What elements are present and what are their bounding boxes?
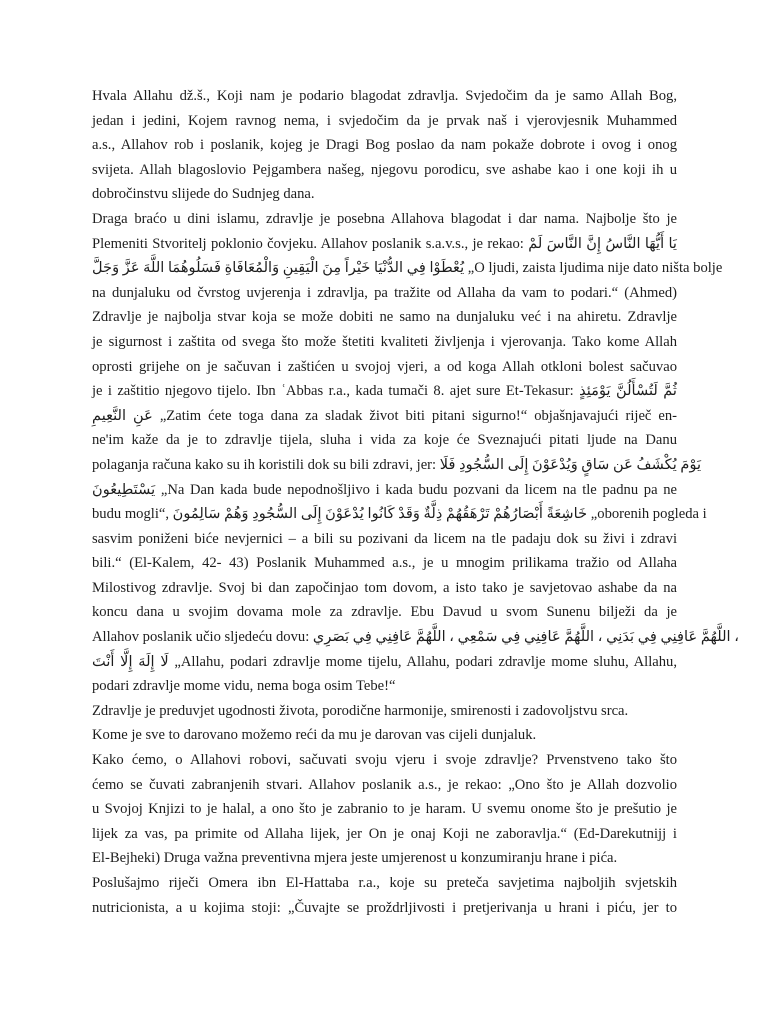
text-line: a.s., Allahov rob i poslanik, kojeg je Dragi Bog poslao da nam pokaže dobrote i ovog i onog <box>92 137 677 154</box>
text-line: ne'im kaže da je to zdravlje tijela, sluha i vida za koje će Sveznajući pitati ljude na Danu <box>92 432 677 449</box>
text-line: u Svojoj Knjizi to je halal, a ono što je zabranio to je haram. U svemu onome što je prešutio je <box>92 801 677 818</box>
text-line: Draga braćo u dini islamu, zdravlje je posebna Allahova blagodat i dar nama. Najbolje što je <box>92 210 677 227</box>
text-line: sasvim poniženi biće nevjernici – a bili su pozivani da licem na tle padaju dok su živi i zdravi <box>92 530 677 547</box>
text-line: svijeta. Allah blagoslovio Pejgambera našeg, njegovu porodicu, sve ashabe kao i one koji ih u <box>92 161 677 178</box>
text-line: عَنِ النَّعِيمِ „Zatim ćete toga dana za sladak život biti pitani sigurno!“ objašnjavajući riječ en- <box>92 407 677 424</box>
text-line: Milostivog zdravlje. Svoj bi dan započinjao tom dovom, a isto tako je savjetovao ashabe da na <box>92 579 677 596</box>
text-line: bili.“ (El-Kalem, 42- 43) Poslanik Muhammed a.s., je u mnogim prilikama tražio od Allaha <box>92 555 677 572</box>
text-line: Zdravlje je najbolja stvar koja se može dobiti ne samo na dunjaluku već i na ahiretu. Zdravlje <box>92 309 677 326</box>
text-line: lijek za vas, pa primite od Allaha lijek, jer On je onaj Koji ne zaboravlja.“ (Ed-Darekutnijj i <box>92 825 677 842</box>
text-line: Poslušajmo riječi Omera ibn El-Hattaba r.a., koje su preteča savjetima najboljih svjetskih <box>92 875 677 891</box>
text-line: je sigurnost i zaštita od svega što može štetiti kvaliteti življenja i vjerovanja. Tako kome Allah <box>92 333 677 350</box>
text-line: Kome je sve to darovano možemo reći da mu je darovan vas cijeli dunjaluk. <box>92 727 537 744</box>
text-line: Kako ćemo, o Allahovi robovi, sačuvati svoju vjeru i svoje zdravlje? Prvenstveno tako što <box>92 752 677 769</box>
text-line: nutricionista, a u kojima stoji: „Čuvajte se proždrljivosti i pretjerivanja u hrani i piću, jer to <box>92 899 677 916</box>
text-line: budu mogli“, خَاشِعَةً أَبْصَارُهُمْ تَرْهَقُهُمْ ذِلَّةٌ وَقَدْ كَانُوا يُدْعَوْنَ إِلَى السُّجُودِ وَهُمْ سَالِمُونَ „oborenih pogleda i <box>92 506 707 523</box>
text-line: Allahov poslanik učio sljedeću dovu: اللَّهُمَّ عَافِنِي فِي بَدَنِي ، اللَّهُمَّ عَافِنِي فِي سَمْعِي ، اللَّهُمَّ عَافِنِي فِي بَصَرِي ، <box>92 629 739 646</box>
text-line: podari zdravlje mome vidu, nema boga osim Tebe!“ <box>92 678 396 695</box>
text-line: Plemeniti Stvoritelj poklonio čovjeku. Allahov poslanik s.a.v.s., je rekao: يَا أَيُّهَا النَّاسُ إِنَّ النَّاسَ لَمْ <box>92 235 677 252</box>
document-body <box>92 84 739 920</box>
text-line: ćemo se čuvati zabranjenih stvari. Allahov poslanik a.s., je rekao: „Ono što je Allah dozvolio <box>92 776 677 793</box>
text-line: لَا إِلَهَ إِلَّا أَنْتَ „Allahu, podari zdravlje mome tijelu, Allahu, podari zdravlje mome sluhu, Allahu, <box>92 653 678 670</box>
text-line: dobročinstvu slijede do Sudnjeg dana. <box>92 186 315 203</box>
text-line: Hvala Allahu dž.š., Koji nam je podario blagodat zdravlja. Svjedočim da je samo Allah Bog, <box>92 88 677 104</box>
text-line: oprosti grijehe on je sačuvan i zaštićen u svojoj vjeri, a od koga Allah otkloni bolest sačuvao <box>92 358 677 375</box>
text-line: na dunjaluku od čvrstog uvjerenja i zdravlja, pa tražite od Allaha da vam to podari.“ (Ahmed) <box>92 284 677 301</box>
text-line: Zdravlje je preduvjet ugodnosti života, porodične harmonije, smirenosti i zadovoljstvu srca. <box>92 702 629 719</box>
text-line: koncu dana u svojim dovama mole za zdravlje. Ebu Davud u svom Sunenu bilježi da je <box>92 604 677 621</box>
text-line: jedan i jedini, Kojem ravnog nema, i svjedočim da je prvak naš i vjerovjesnik Muhammed <box>92 112 677 129</box>
text-line: يُعْطَوْا فِي الدُّنْيَا خَيْراً مِنَ الْيَقِينِ وَالْمُعَافَاةِ فَسَلُوهُمَا اللَّهَ عَزَّ وَجَلَّ „O ljudi, zaista ljudima nije dato ništa bolje <box>92 260 723 277</box>
text-line: El-Bejheki) Druga važna preventivna mjera jeste umjerenost u konzumiranju hrane i pića. <box>92 850 618 867</box>
text-line: polaganja računa kako su ih koristili dok su bili zdravi, jer: يَوْمَ يُكْشَفُ عَن سَاقٍ وَيُدْعَوْنَ إِلَى السُّجُودِ فَلَا <box>92 456 702 473</box>
text-line: je i zaštitio njegovo tijelo. Ibn ʿAbbas r.a., kada tumači 8. ajet sure Et-Tekasur: ثُمَّ لَتُسْأَلُنَّ يَوْمَئِذٍ <box>92 383 677 400</box>
text-line: يَسْتَطِيعُونَ „Na Dan kada bude nepodnošljivo i kada budu pozvani da licem na tle padnu pa ne <box>92 481 677 498</box>
